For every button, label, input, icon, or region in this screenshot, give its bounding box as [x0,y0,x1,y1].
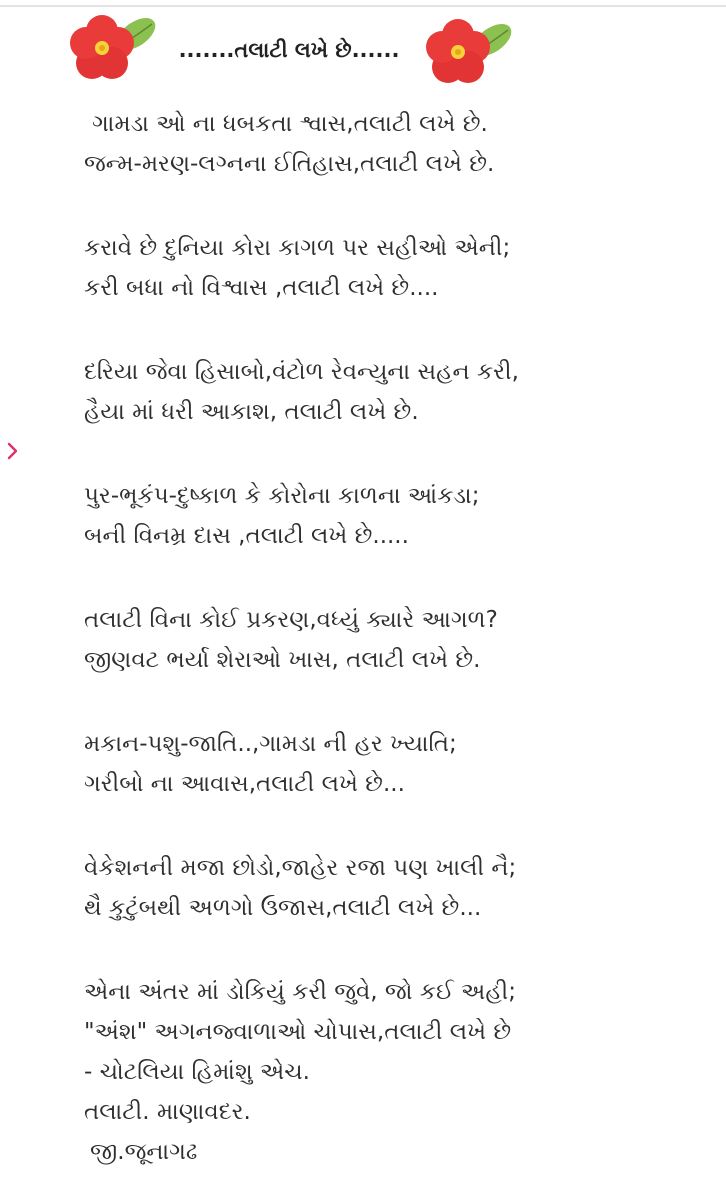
red-flower-icon [66,10,162,82]
title-row [66,10,516,86]
poem-line: વેકેશનની મજા છોડો,જાહેર રજા પણ ખાલી નૈ; [84,855,517,881]
stanza [84,228,704,308]
poem-body [84,104,704,1172]
author-district: જી.જૂનાગઢ [90,1139,198,1165]
poem-line: ગરીબો ના આવાસ,તલાટી લખે છે... [84,771,405,797]
author-name: - ચોટલિયા હિમાંશુ એચ. [84,1059,310,1085]
poem-line: કરી બધા નો વિશ્વાસ ,તલાટી લખે છે.... [84,275,439,301]
chevron-right-icon[interactable] [6,440,20,462]
stanza [84,600,704,680]
stanza [84,848,704,928]
poem-line: "અંશ" અગનજ્વાળાઓ ચોપાસ,તલાટી લખે છે [84,1019,512,1045]
poem-line: જીણવટ ભર્યા શેરાઓ ખાસ, તલાટી લખે છે. [84,647,481,673]
author-location: તલાટી. માણાવદર. [84,1099,251,1125]
stanza [84,352,704,432]
poem-line: બની વિનમ્ર દાસ ,તલાટી લખે છે..... [84,523,409,549]
poem-line: જન્મ-મરણ-લગ્નના ઈતિહાસ,તલાટી લખે છે. [84,151,495,177]
poem-line: એના અંતર માં ડોકિયું કરી જુવે, જો કઈ અહી; [84,979,517,1005]
poem-line: થૈ કુટુંબથી અળગો ઉજાસ,તલાટી લખે છે... [84,895,482,921]
stanza [84,104,704,184]
stanza [84,724,704,804]
poem-line: તલાટી વિના કોઈ પ્રકરણ,વધ્યું ક્યારે આગળ? [84,607,498,633]
poem-line: દરિયા જેવા હિસાબો,વંટોળ રેવન્યુના સહન કરી, [84,359,519,385]
top-divider [0,5,726,7]
red-flower-icon [420,14,516,86]
stanza [84,476,704,556]
poem-line: કરાવે છે દુનિયા કોરા કાગળ પર સહીઓ એની; [84,235,511,261]
poem-line: હૈયા માં ધરી આકાશ, તલાટી લખે છે. [84,399,419,425]
poem-line: મકાન-પશુ-જાતિ..,ગામડા ની હર ખ્યાતિ; [84,731,457,757]
poem-line: ગામડા ઓ ના ધબકતા શ્વાસ,તલાટી લખે છે. [92,111,488,137]
poem-line: પુર-ભૂકંપ-દુષ્કાળ કે કોરોના કાળના આંકડા; [84,483,480,509]
poem-title: .......તલાટી લખે છે...... [178,38,400,62]
stanza [84,972,704,1172]
